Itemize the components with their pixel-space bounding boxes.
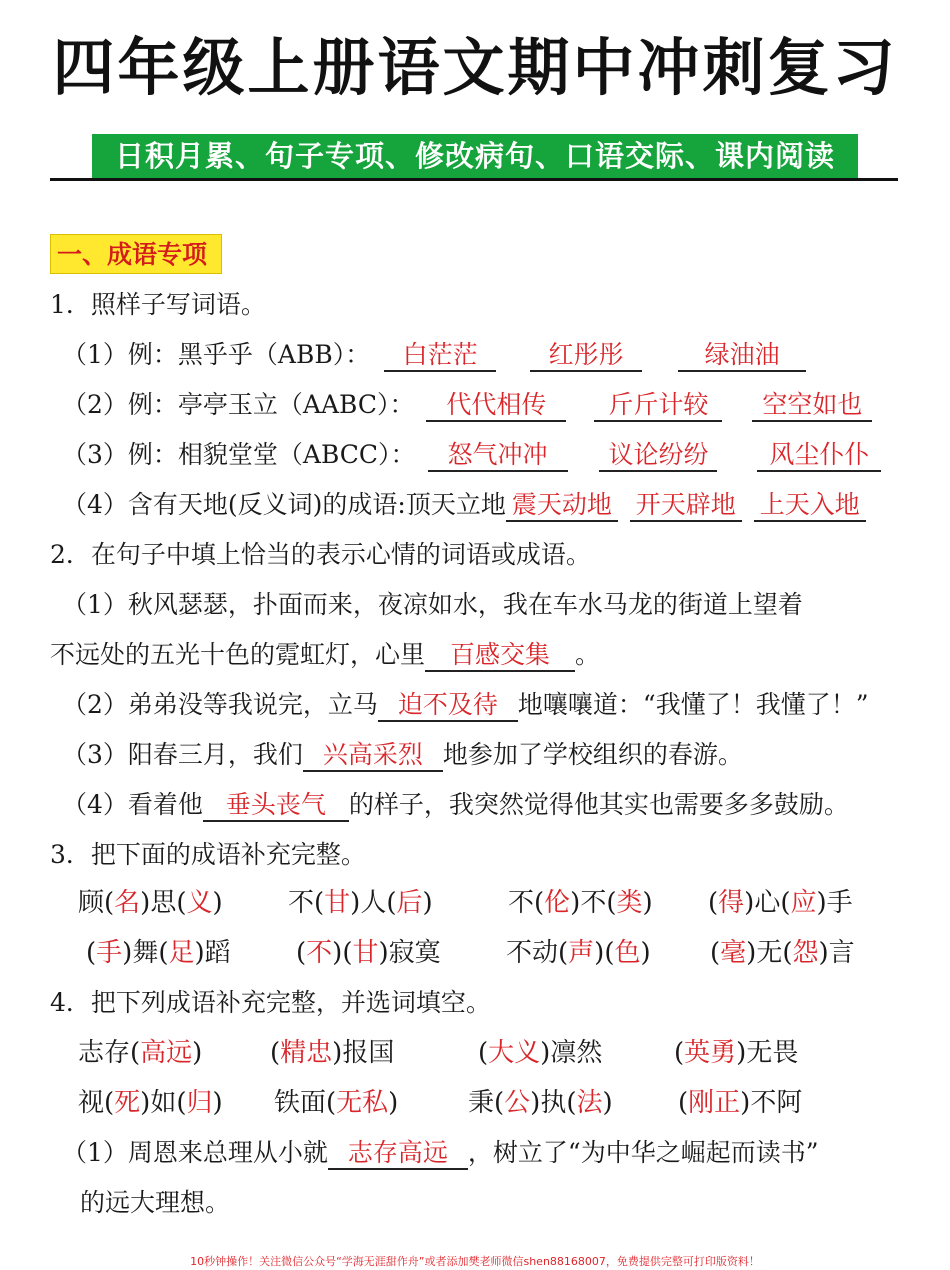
answer-blank: 怒气冲冲 xyxy=(428,440,568,472)
idiom-item: 视(死)如(归) xyxy=(78,1088,223,1118)
idiom-item: 铁面(无私) xyxy=(274,1088,399,1118)
q2-s2-post: 地嚷嚷道：“我懂了！我懂了！” xyxy=(517,690,869,719)
answer-blank: 垂头丧气 xyxy=(203,790,349,822)
q2-s3 xyxy=(62,738,743,772)
idiom-item: (英勇)无畏 xyxy=(674,1038,799,1068)
idiom-item: 志存(高远) xyxy=(78,1038,203,1068)
subtitle-underline xyxy=(50,178,898,181)
idiom-item: (不)(甘)寂寞 xyxy=(296,938,441,968)
answer-blank: 开天辟地 xyxy=(630,490,742,522)
answer-blank: 白茫茫 xyxy=(384,340,496,372)
q1-row3 xyxy=(62,438,881,472)
q4-s1-post: ，树立了“为中华之崛起而读书” xyxy=(467,1138,819,1167)
answer-blank: 迫不及待 xyxy=(378,690,518,722)
q3-stem: 3．把下面的成语补充完整。 xyxy=(50,840,366,869)
q1-row2-prefix: （2）例：亭亭玉立（AABC）： xyxy=(62,390,415,419)
answer-blank: 风尘仆仆 xyxy=(757,440,881,472)
idiom-item: (精忠)报国 xyxy=(270,1038,395,1068)
answer-blank: 上天入地 xyxy=(754,490,866,522)
answer-blank: 红彤彤 xyxy=(530,340,642,372)
q2-s1-end: 。 xyxy=(575,640,601,669)
q2-s3-post: 地参加了学校组织的春游。 xyxy=(442,740,743,769)
section-heading-idioms: 一、成语专项 xyxy=(50,234,222,274)
answer-blank: 议论纷纷 xyxy=(599,440,717,472)
q2-s3-pre: （3）阳春三月，我们 xyxy=(62,740,303,769)
q4-s1 xyxy=(62,1136,819,1170)
answer-blank: 空空如也 xyxy=(752,390,872,422)
idiom-item: 不(甘)人(后) xyxy=(288,888,433,918)
idiom-item: (大义)凛然 xyxy=(478,1038,603,1068)
idiom-item: (手)舞(足)蹈 xyxy=(86,938,231,968)
idiom-item: (毫)无(怨)言 xyxy=(710,938,855,968)
q4-s1-cont: 的远大理想。 xyxy=(80,1188,231,1217)
q2-s4-pre: （4）看着他 xyxy=(62,790,203,819)
answer-blank: 震天动地 xyxy=(506,490,618,522)
q2-stem: 2．在句子中填上恰当的表示心情的词语或成语。 xyxy=(50,540,591,569)
answer-blank: 斤斤计较 xyxy=(594,390,722,422)
idiom-item: (刚正)不阿 xyxy=(678,1088,803,1118)
q1-row4-prefix: （4）含有天地(反义词)的成语:顶天立地 xyxy=(62,490,506,519)
q4-stem: 4．把下列成语补充完整，并选词填空。 xyxy=(50,988,491,1017)
subtitle-banner: 日积月累、句子专项、修改病句、口语交际、课内阅读 xyxy=(92,134,858,178)
answer-blank: 百感交集 xyxy=(425,640,575,672)
idiom-item: (得)心(应)手 xyxy=(708,888,853,918)
q2-s2-pre: （2）弟弟没等我说完，立马 xyxy=(62,690,378,719)
q1-row1 xyxy=(62,338,806,372)
q1-row1-prefix: （1）例：黑乎乎（ABB）： xyxy=(62,340,371,369)
q2-s2 xyxy=(62,688,869,722)
answer-blank: 志存高远 xyxy=(328,1138,468,1170)
page-title: 四年级上册语文期中冲刺复习 xyxy=(52,31,898,104)
q2-s1-text: 不远处的五光十色的霓虹灯，心里 xyxy=(50,640,426,669)
q1-row2 xyxy=(62,388,872,422)
q2-s1-line2 xyxy=(50,638,600,672)
answer-blank: 兴高采烈 xyxy=(303,740,443,772)
footer-notice: 10秒钟操作！关注微信公众号“学海无涯甜作舟”或者添加樊老师微信shen88168007，免费提供完整可打印版资料！ xyxy=(190,1255,760,1268)
answer-blank: 绿油油 xyxy=(678,340,806,372)
answer-blank: 代代相传 xyxy=(426,390,566,422)
q4-s1-pre: （1）周恩来总理从小就 xyxy=(62,1138,328,1167)
q2-s4-post: 的样子，我突然觉得他其实也需要多多鼓励。 xyxy=(348,790,849,819)
q2-s1-line1: （1）秋风瑟瑟，扑面而来，夜凉如水，我在车水马龙的街道上望着 xyxy=(62,590,803,619)
q1-row3-prefix: （3）例：相貌堂堂（ABCC）： xyxy=(62,440,416,469)
q1-row4 xyxy=(62,488,866,522)
idiom-item: 顾(名)思(义) xyxy=(78,888,223,918)
q1-stem: 1．照样子写词语。 xyxy=(50,290,266,319)
q2-s4 xyxy=(62,788,849,822)
idiom-item: 不动(声)(色) xyxy=(506,938,651,968)
idiom-item: 秉(公)执(法) xyxy=(468,1088,613,1118)
idiom-item: 不(伦)不(类) xyxy=(508,888,653,918)
